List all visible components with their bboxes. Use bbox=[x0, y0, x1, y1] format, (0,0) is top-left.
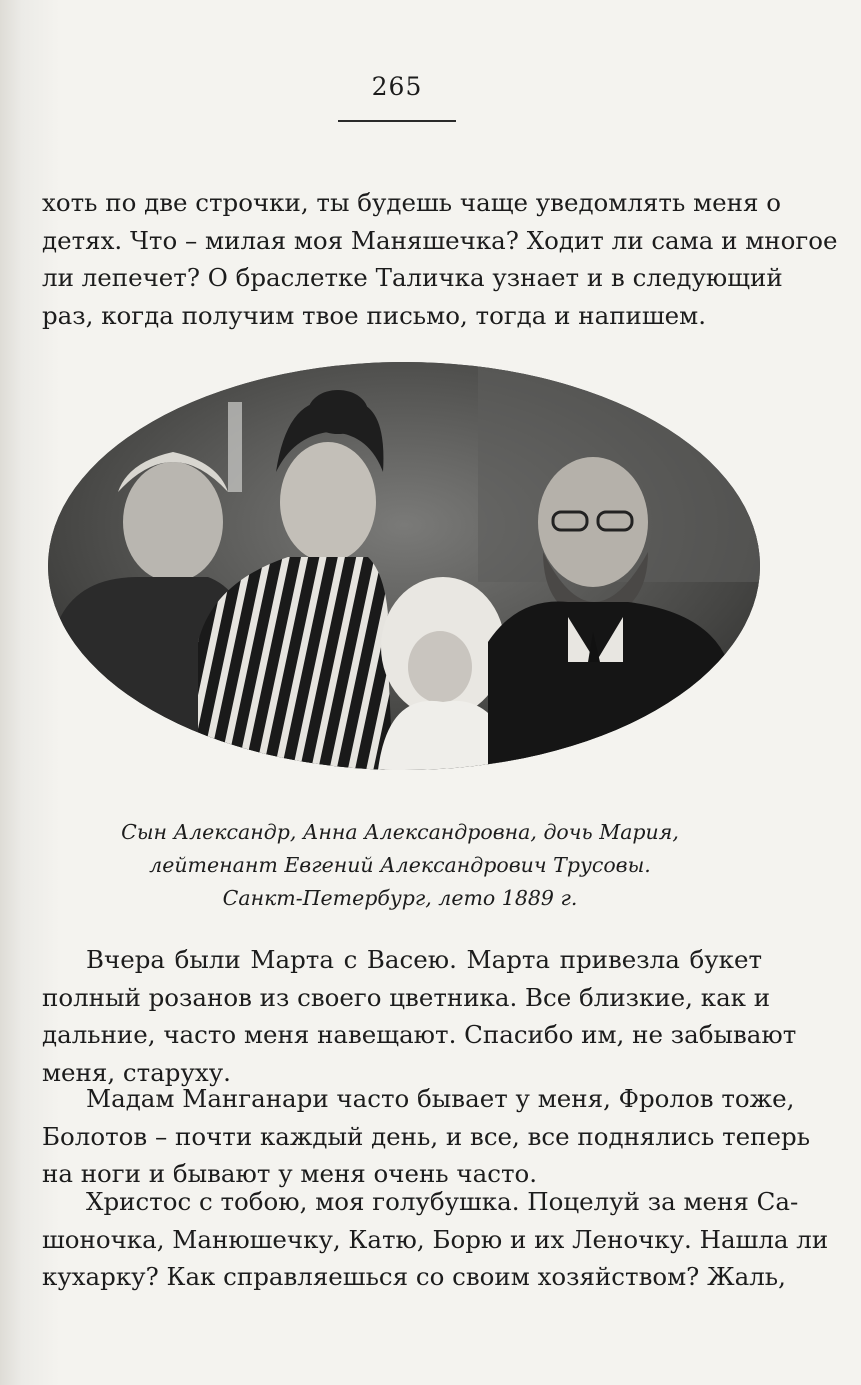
caption-line: лейтенант Евгений Александрович Трусовы. bbox=[149, 853, 651, 877]
page-number-rule bbox=[338, 120, 456, 122]
caption-line: Сын Александр, Анна Александровна, дочь Мария, bbox=[121, 820, 679, 844]
text-line: шоночка, Манюшечку, Катю, Борю и их Леночку. Нашла ли bbox=[42, 1224, 829, 1254]
text-line: кухарку? Как справляешься со своим хозяйством? Жаль, bbox=[42, 1262, 786, 1291]
photograph-image bbox=[48, 362, 760, 770]
text-line: хоть по две строчки, ты будешь чаще уведомлять меня о bbox=[42, 188, 781, 217]
text-line: Мадам Манганари часто бывает у меня, Фролов тоже, bbox=[86, 1084, 795, 1113]
page-number: 265 bbox=[371, 72, 423, 101]
text-line: полный розанов из своего цветника. Все близкие, как и bbox=[42, 982, 771, 1012]
text-line: Болотов – почти каждый день, и все, все поднялись теперь bbox=[42, 1121, 811, 1151]
photo-caption bbox=[60, 816, 740, 915]
text-line: Христос с тобою, моя голубушка. Поцелуй за меня Са- bbox=[86, 1187, 799, 1216]
caption-line: Санкт-Петербург, лето 1889 г. bbox=[222, 886, 578, 910]
text-line: Вчера были Марта с Васею. Марта привезла букет bbox=[86, 945, 762, 974]
text-line: детях. Что – милая моя Маняшечка? Ходит ли сама и многое bbox=[42, 225, 838, 255]
paragraph-blessing bbox=[42, 1183, 829, 1296]
paragraph-visit bbox=[42, 941, 797, 1091]
text-line: дальние, часто меня навещают. Спасибо им, не забывают bbox=[42, 1020, 797, 1049]
family-photograph bbox=[48, 362, 760, 770]
text-line: меня, старуху. bbox=[42, 1057, 231, 1087]
text-line: раз, когда получим твое письмо, тогда и напишем. bbox=[42, 300, 706, 330]
top-paragraph bbox=[42, 184, 838, 334]
paragraph-visitors bbox=[42, 1080, 811, 1193]
text-line: ли лепечет? О браслетке Таличка узнает и в следующий bbox=[42, 263, 783, 292]
text-line: на ноги и бывают у меня очень часто. bbox=[42, 1159, 538, 1188]
